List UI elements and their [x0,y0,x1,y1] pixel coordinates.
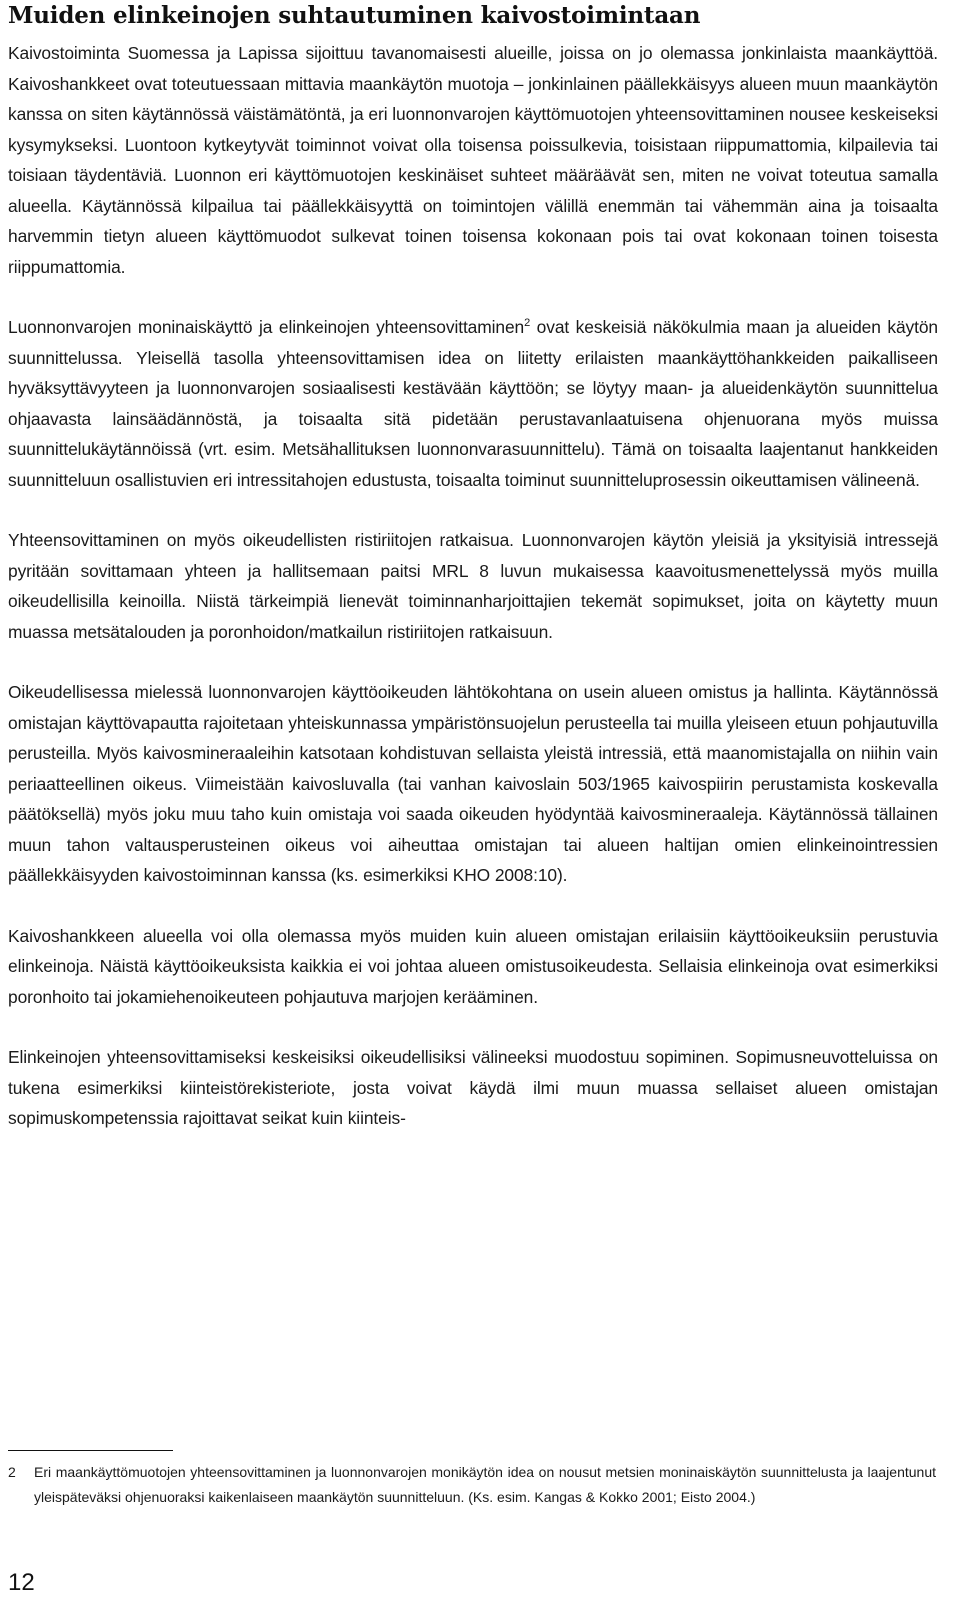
section-heading: Muiden elinkeinojen suhtautuminen kaivostoimintaan [8,2,701,29]
footnote-reference: 2 [524,317,531,330]
paragraph-2-start: Luonnonvarojen moninaiskäyttö ja elinkeinojen yhteensovittaminen [8,317,525,337]
paragraph-2 [8,312,938,495]
paragraph-2-rest: ovat keskeisiä näkökulmia maan ja alueiden käytön suunnittelussa. Yleisellä tasolla yhteensovittamisen idea on liitetty erilaisten maankäyttöhankkeiden paikalliseen hyväksyttävyyteen ja luonnonvarojen sosiaalisesti kestävään käyttöön; se löytyy maan- ja alueidenkäytön suunnittelua ohjaavasta lainsäädännöstä, ja toisaalta sitä pidetään perustavanlaatuisena ohjenuorana myös muissa suunnittelukäytännöissä (vrt. esim. Metsähallituksen luonnonvarasuunnittelu). Tämä on toisaalta laajentanut hankkeiden suunnitteluun osallistuvien eri intressitahojen edustusta, toisaalta toiminut suunnitteluprosessin oikeuttamisen välineenä. [8,317,938,490]
footnote [8,1460,936,1509]
paragraph-4: Oikeudellisessa mielessä luonnonvarojen käyttöoikeuden lähtökohtana on usein alueen omistus ja hallinta. Käytännössä omistajan käyttövapautta rajoitetaan yhteiskunnassa ympäristönsuojelun perusteella tai muilla yleiseen etuun pohjautuvilla perusteilla. Myös kaivosmineraaleihin katsotaan kohdistuvan sellaista yleistä intressiä, että maanomistajalla on niihin vain periaatteellinen oikeus. Viimeistään kaivosluvalla (tai vanhan kaivoslain 503/1965 kaivospiirin perustamista koskevalla päätöksellä) myös joku muu taho kuin omistaja voi saada oikeuden hyödyntää kaivosmineraaleja. Käytännössä tällainen muun tahon valtausperusteinen oikeus voi aiheuttaa omistajan tai alueen haltijan omien elinkeinointressien päällekkäisyyden kaivostoiminnan kanssa (ks. esimerkiksi KHO 2008:10). [8,682,938,885]
paragraph-6: Elinkeinojen yhteensovittamiseksi keskeisiksi oikeudellisiksi välineeksi muodostuu sopiminen. Sopimusneuvotteluissa on tukena esimerkiksi kiinteistörekisteriote, josta voivat käydä ilmi muun muassa sellaiset alueen omistajan sopimuskompetenssia rajoittavat seikat kuin kiinteis- [8,1047,938,1128]
footnote-divider [8,1450,173,1451]
page-number: 12 [8,1569,35,1596]
body-text [8,38,938,1134]
paragraph-1: Kaivostoiminta Suomessa ja Lapissa sijoittuu tavanomaisesti alueille, joissa on jo olemassa jonkinlaista maankäyttöä. Kaivoshankkeet ovat toteutuessaan mittavia maankäytön muotoja – jonkinlainen päällekkäisyys alueen muun maankäytön kanssa on siten käytännössä väistämätöntä, ja eri luonnonvarojen käyttömuotojen yhteensovittaminen nousee keskeiseksi kysymykseksi. Luontoon kytkeytyvät toiminnot voivat olla toisensa poissulkevia, toisistaan riippumattomia, kilpailevia tai toisiaan täydentäviä. Luonnon eri käyttömuotojen keskinäiset suhteet määräävät sen, miten ne voivat toteutua samalla alueella. Käytännössä kilpailua tai päällekkäisyyttä on toimintojen välillä enemmän tai vähemmän aina ja toisaalta harvemmin tietyn alueen käyttömuodot sulkevat toinen toisensa kokonaan pois tai ovat kokonaan toinen toisesta riippumattomia. [8,43,938,277]
paragraph-5: Kaivoshankkeen alueella voi olla olemassa myös muiden kuin alueen omistajan erilaisiin käyttöoikeuksiin perustuvia elinkeinoja. Näistä käyttöoikeuksista kaikkia ei voi johtaa alueen omistusoikeudesta. Sellaisia elinkeinoja ovat esimerkiksi poronhoito tai jokamiehenoikeuteen pohjautuva marjojen kerääminen. [8,925,938,1007]
paragraph-3: Yhteensovittaminen on myös oikeudellisten ristiriitojen ratkaisua. Luonnonvarojen käytön yleisiä ja yksityisiä intressejä pyritään sovittamaan yhteen ja hallitsemaan paitsi MRL 8 luvun mukaisessa kaavoitusmenettelyssä myös muilla oikeudellisilla keinoilla. Niistä tärkeimpiä lienevät toiminnanharjoittajien tekemät sopimukset, joita on käytetty muun muassa metsätalouden ja poronhoidon/matkailun ristiriitojen ratkaisuun. [8,530,938,642]
document-page [8,0,938,1596]
footnote-number: 2 [8,1464,16,1480]
footnote-text: Eri maankäyttömuotojen yhteensovittaminen ja luonnonvarojen monikäytön idea on nousut metsien moninaiskäytön suunnittelusta ja laajentunut yleispäteväksi ohjenuoraksi kaikenlaiseen maankäytön suunnitteluun. (Ks. esim. Kangas & Kokko 2001; Eisto 2004.) [34,1464,936,1505]
